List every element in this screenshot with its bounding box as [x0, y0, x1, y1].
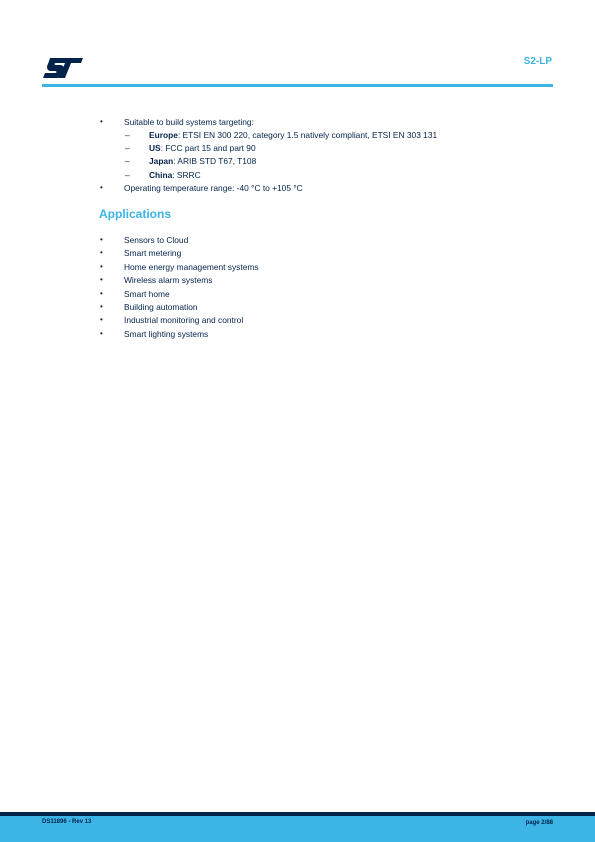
- bullet-icon: •: [100, 235, 103, 244]
- st-logo-icon: [42, 57, 84, 79]
- list-item: Operating temperature range: -40 °C to +105 °C: [124, 183, 303, 193]
- dash-icon: –: [125, 143, 130, 153]
- bullet-icon: •: [100, 275, 103, 284]
- list-item: Home energy management systems: [124, 262, 259, 272]
- document-id: S2-LP: [523, 56, 552, 67]
- dash-icon: –: [125, 170, 130, 180]
- region-detail: : FCC part 15 and part 90: [160, 143, 256, 153]
- bullet-icon: •: [100, 183, 103, 192]
- list-item: Building automation: [124, 302, 198, 312]
- bullet-icon: •: [100, 262, 103, 271]
- bullet-icon: •: [100, 289, 103, 298]
- region-name: China: [149, 170, 173, 180]
- region-detail: : ARIB STD T67, T108: [173, 156, 257, 166]
- list-item: Smart home: [124, 289, 170, 299]
- list-item: Smart metering: [124, 248, 182, 258]
- bullet-icon: •: [100, 248, 103, 257]
- region-detail: : ETSI EN 300 220, category 1.5 natively compliant, ETSI EN 303 131: [177, 130, 438, 140]
- region-name: Europe: [149, 130, 178, 140]
- bullet-icon: •: [100, 302, 103, 311]
- region-name: US: [149, 143, 161, 153]
- region-detail: : SRRC: [172, 170, 201, 180]
- header-rule: [42, 84, 553, 87]
- bullet-icon: •: [100, 315, 103, 324]
- bullet-icon: •: [100, 329, 103, 338]
- list-item: Smart lighting systems: [124, 329, 209, 339]
- list-item: Suitable to build systems targeting:: [124, 117, 254, 127]
- sub-list-item: [149, 143, 256, 153]
- sub-list-item: [149, 130, 437, 140]
- dash-icon: –: [125, 156, 130, 166]
- dash-icon: –: [125, 130, 130, 140]
- sub-list-item: [149, 170, 201, 180]
- list-item: Industrial monitoring and control: [124, 315, 244, 325]
- list-item: Wireless alarm systems: [124, 275, 213, 285]
- bullet-icon: •: [100, 117, 103, 126]
- footer-page-number: page 2/88: [525, 820, 553, 826]
- section-heading: Applications: [99, 207, 172, 221]
- list-item: Sensors to Cloud: [124, 235, 189, 245]
- region-name: Japan: [149, 156, 174, 166]
- sub-list-item: [149, 156, 256, 166]
- footer-doc-revision: DS11896 - Rev 13: [42, 819, 92, 825]
